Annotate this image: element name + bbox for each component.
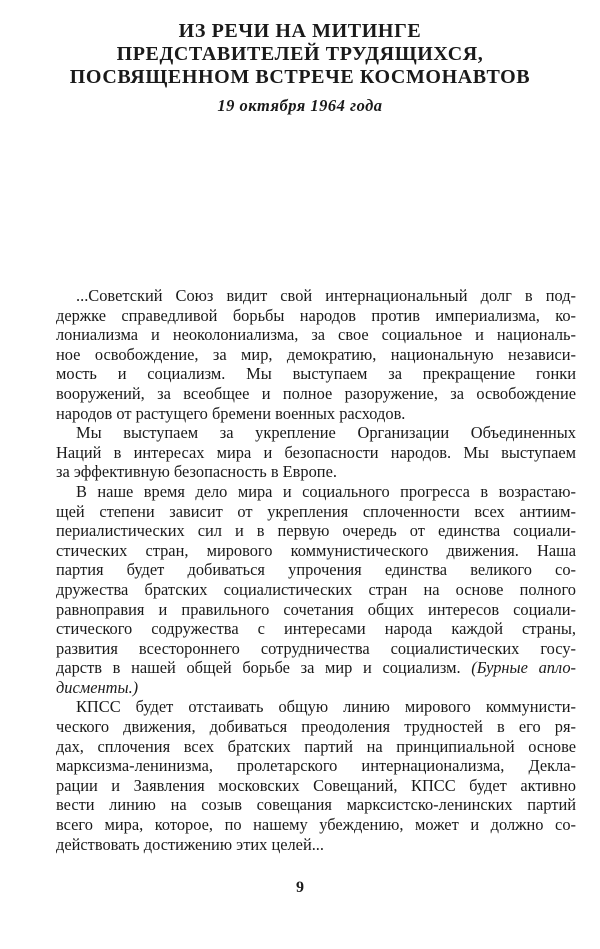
text-line: ное освобождение, за мир, демократию, национальную независи- xyxy=(56,344,576,364)
title-line-2: ПРЕДСТАВИТЕЛЕЙ ТРУДЯЩИХСЯ, xyxy=(116,43,484,65)
text-line: дах, сплочения всех братских партий на принципиальной основе xyxy=(56,736,576,756)
text-line: периалистических сил и в первую очередь от единства социали- xyxy=(56,521,576,541)
paragraph-2 xyxy=(56,423,576,482)
text-line: марксизма-ленинизма, пролетарского интернационализма, Декла- xyxy=(56,756,576,776)
text-line: ...Советский Союз видит свой интернациональный долг в под- xyxy=(76,286,576,305)
text-line: вооружений, за всеобщее и полное разоружение, за освобождение xyxy=(56,383,576,403)
speech-date: 19 октября 1964 года xyxy=(217,96,383,115)
paragraph-4 xyxy=(56,697,576,854)
text-line: равноправия и правильного сочетания общих интересов социали- xyxy=(56,599,576,619)
paragraph-3 xyxy=(56,482,576,698)
text-line: Мы выступаем за укрепление Организации Объединенных xyxy=(76,423,576,443)
applause-remark: (Бурные апло- xyxy=(471,658,576,678)
paragraph-1 xyxy=(56,286,576,423)
text-line: В наше время дело мира и социального прогресса в возрастаю- xyxy=(76,481,576,501)
text-line: развития всестороннего сотрудничества социалистических госу- xyxy=(56,638,576,658)
text-line: КПСС будет отстаивать общую линию мирового коммунисти- xyxy=(76,697,576,717)
title-line-1: ИЗ РЕЧИ НА МИТИНГЕ xyxy=(178,20,422,42)
text-line: вести линию на созыв совещания марксистско-ленинских партий xyxy=(56,795,576,815)
applause-remark-end: дисменты.) xyxy=(56,677,139,697)
text-line: ческого движения, добиваться преодоления трудностей в его ря- xyxy=(56,717,576,737)
title-line-3: ПОСВЯЩЕННОМ ВСТРЕЧЕ КОСМОНАВТОВ xyxy=(69,66,531,88)
text-line: дружества братских социалистических стран на основе полного xyxy=(56,579,576,599)
text-line: мость и социализм. Мы выступаем за прекращение гонки xyxy=(56,364,576,384)
text-line: Наций в интересах мира и безопасности народов. Мы выступаем xyxy=(56,442,576,462)
text-line-plain: дарств в нашей общей борьбе за мир и социализм. xyxy=(56,658,472,678)
text-line: действовать достижению этих целей... xyxy=(56,834,325,854)
text-line: за эффективную безопасность в Европе. xyxy=(56,462,337,482)
text-line: рации и Заявления московских Совещаний, КПСС будет активно xyxy=(56,775,576,795)
text-line: народов от растущего бремени военных расходов. xyxy=(56,403,406,423)
text-line: партия будет добиваться упрочения единства великого со- xyxy=(56,560,576,580)
text-line: стического содружества с интересами народа каждой страны, xyxy=(56,619,576,639)
page-number: 9 xyxy=(296,879,304,896)
text-line: стических стран, мирового коммунистического движения. Наша xyxy=(56,540,576,560)
document-heading xyxy=(0,20,600,116)
text-line xyxy=(56,658,576,678)
text-line: лониализма и неоколониализма, за свое социальное и националь- xyxy=(56,325,576,345)
text-line: всего мира, которое, по нашему убеждению, может и должно со- xyxy=(56,815,576,835)
speech-body xyxy=(56,286,576,854)
text-line: держке справедливой борьбы народов против империализма, ко- xyxy=(56,305,576,325)
text-line: щей степени зависит от укрепления сплоченности всех антиим- xyxy=(56,501,576,521)
